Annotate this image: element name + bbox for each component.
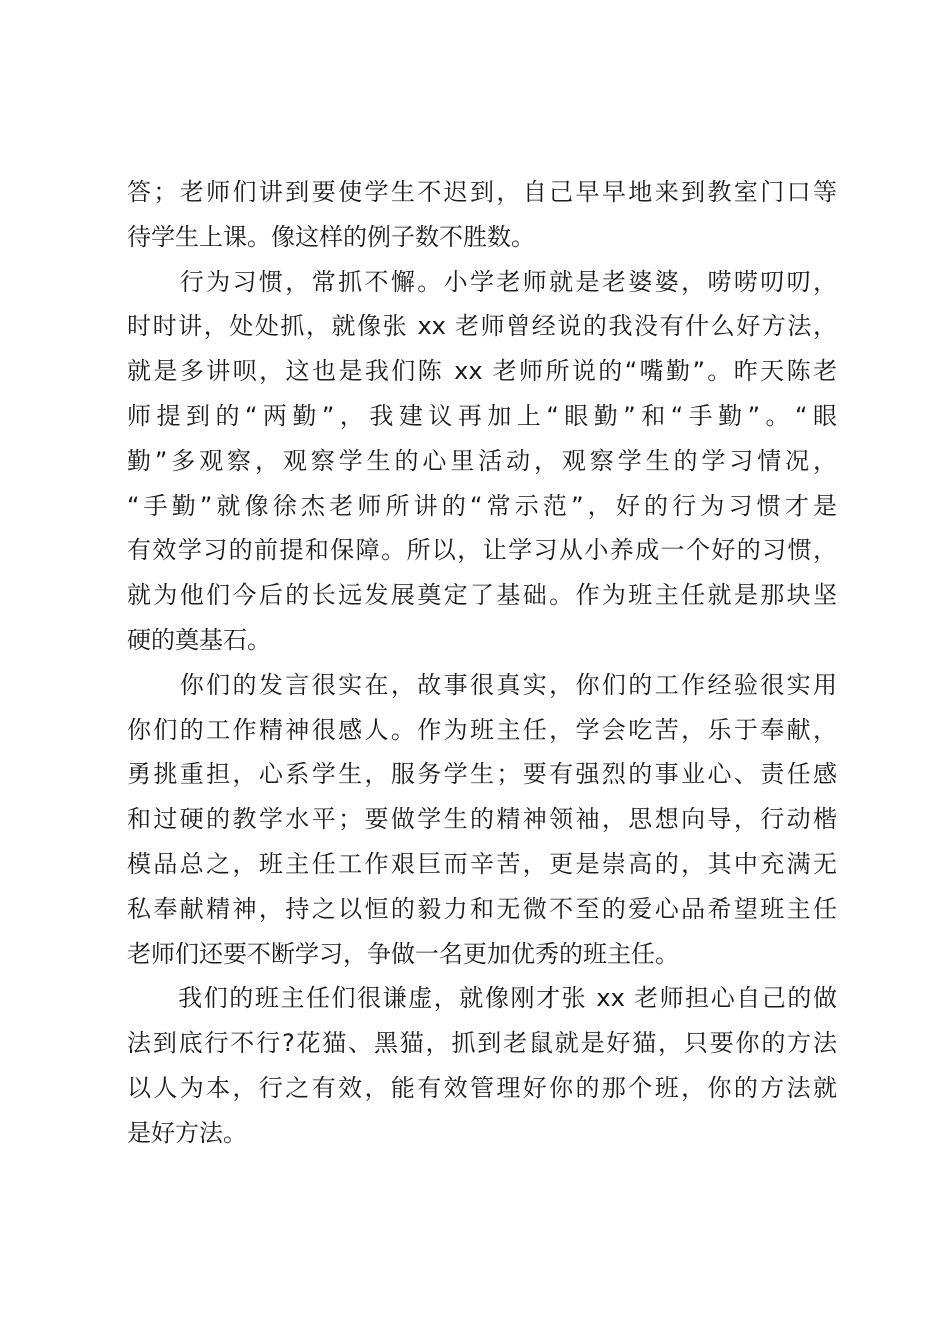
text-line: 法到底行不行?花猫、黑猫，抓到老鼠就是好猫，只要你的方法 — [127, 1029, 837, 1058]
text-line: 硬的奠基石。 — [127, 625, 271, 654]
text-line: 就是多讲呗，这也是我们陈 xx 老师所说的“嘴勤”。昨天陈老 — [127, 357, 837, 386]
paragraph-3 — [127, 663, 837, 977]
document-body — [127, 170, 837, 1156]
text-line: 行为习惯，常抓不懈。小学老师就是老婆婆，唠唠叨叨， — [127, 267, 837, 296]
text-line: 勇挑重担，心系学生，服务学生；要有强烈的事业心、责任感 — [127, 760, 837, 789]
text-line: 老师们还要不断学习，争做一名更加优秀的班主任。 — [127, 939, 679, 968]
paragraph-1 — [127, 170, 837, 260]
text-line: 师提到的“两勤”，我建议再加上“眼勤”和“手勤”。“眼 — [127, 401, 837, 430]
text-line: 你们的工作精神很感人。作为班主任，学会吃苦，乐于奉献， — [127, 715, 837, 744]
paragraph-4 — [127, 976, 837, 1155]
text-line: 待学生上课。像这样的例子数不胜数。 — [127, 222, 535, 251]
text-line: “手勤”就像徐杰老师所讲的“常示范”，好的行为习惯才是 — [127, 491, 837, 520]
text-line: 我们的班主任们很谦虚，就像刚才张 xx 老师担心自己的做 — [127, 984, 837, 1013]
text-line: 就为他们今后的长远发展奠定了基础。作为班主任就是那块坚 — [127, 581, 837, 610]
text-line: 答；老师们讲到要使学生不迟到，自己早早地来到教室门口等 — [127, 178, 837, 206]
text-line: 有效学习的前提和保障。所以，让学习从小养成一个好的习惯， — [127, 536, 837, 565]
text-line: 和过硬的教学水平；要做学生的精神领袖，思想向导，行动楷 — [127, 805, 837, 834]
text-line: 以人为本，行之有效，能有效管理好你的那个班，你的方法就 — [127, 1073, 837, 1102]
text-line: 是好方法。 — [127, 1118, 247, 1147]
text-line: 勤”多观察，观察学生的心里活动，观察学生的学习情况， — [127, 446, 837, 475]
text-line: 私奉献精神，持之以恒的毅力和无微不至的爱心品希望班主任 — [127, 894, 837, 923]
paragraph-2 — [127, 260, 837, 663]
text-line: 时时讲，处处抓，就像张 xx 老师曾经说的我没有什么好方法， — [127, 312, 837, 341]
text-line: 模品总之，班主任工作艰巨而辛苦，更是崇高的，其中充满无 — [127, 849, 837, 878]
text-line: 你们的发言很实在，故事很真实，你们的工作经验很实用 — [127, 670, 837, 699]
